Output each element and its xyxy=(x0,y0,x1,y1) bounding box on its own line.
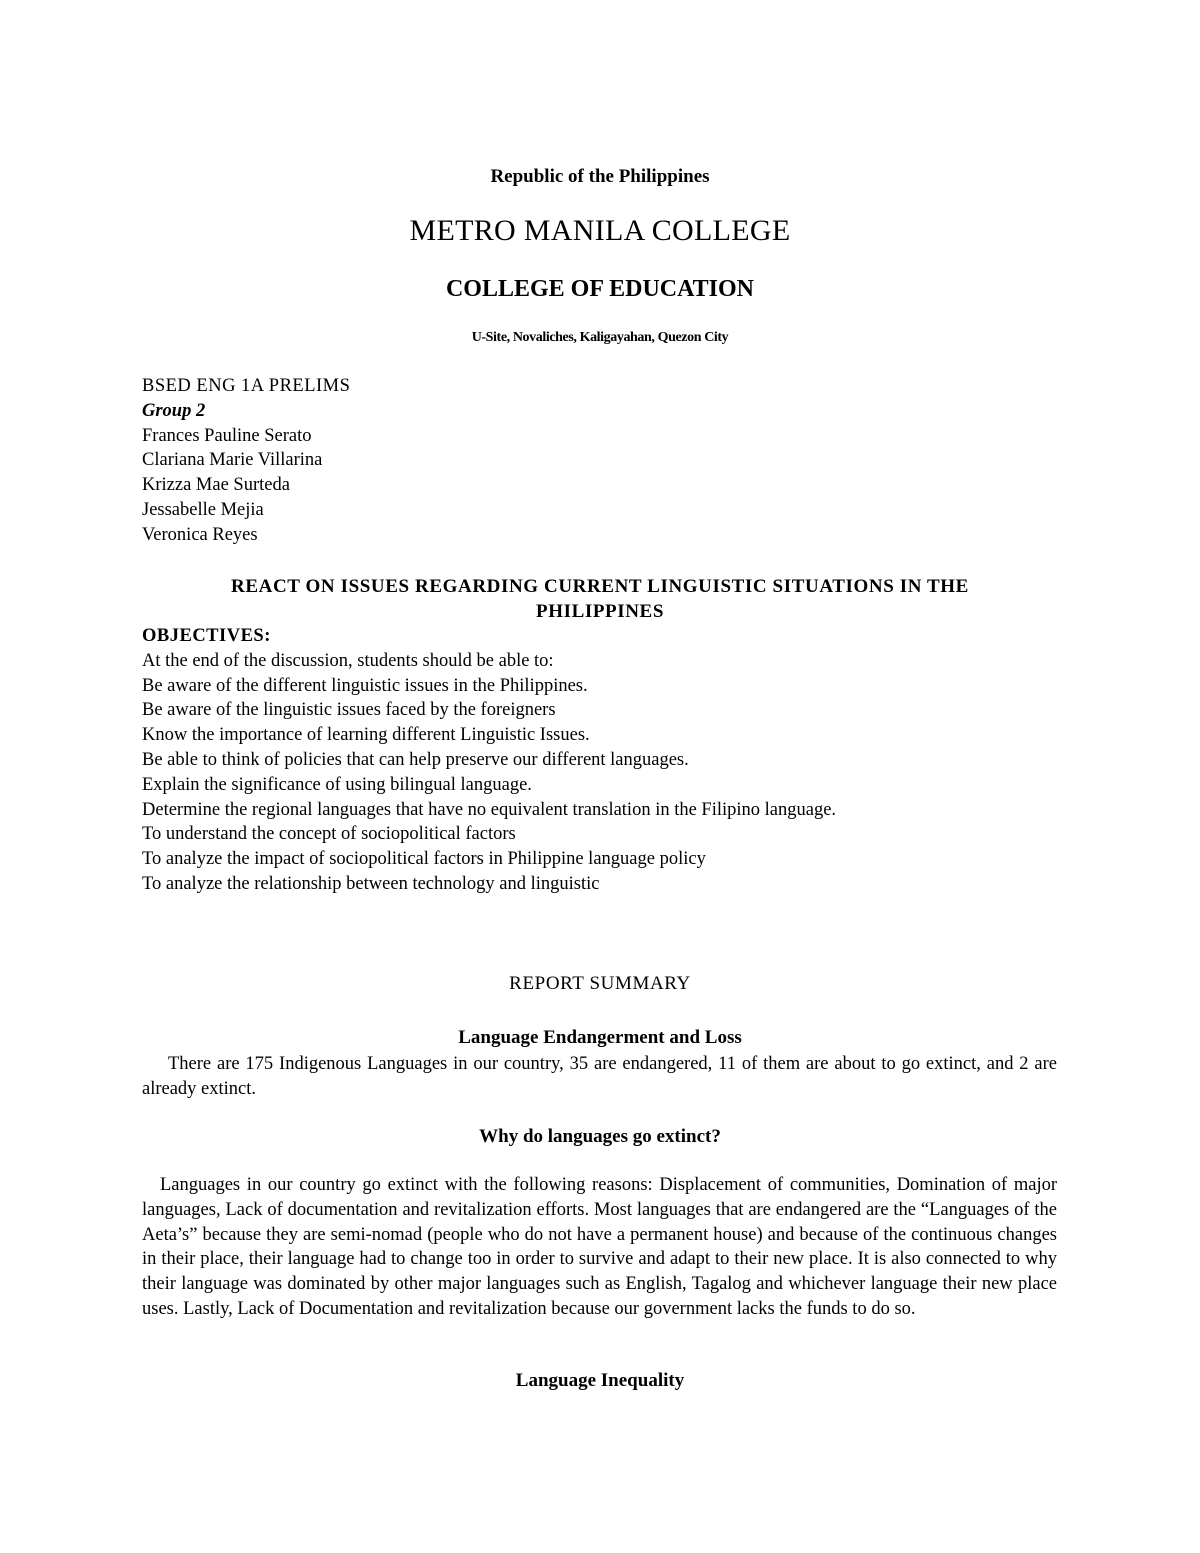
college-name: METRO MANILA COLLEGE xyxy=(409,214,791,247)
section-heading-inequality: Language Inequality xyxy=(515,1370,685,1391)
objective-line: To analyze the impact of sociopolitical factors in Philippine language policy xyxy=(142,849,706,870)
group-info xyxy=(142,374,350,548)
section-paragraph-extinction: Languages in our country go extinct with the following reasons: Displacement of communities, Domination of major languages, Lack of documentation and revitalization efforts. Most languages that are endangered are the “Languages of the Aeta’s” because they are semi-nomad (people who do not have a permanent house) and because of the continuous changes in their place, their language had to change too in order to survive and adapt to their new place. It is also connected to why their language was dominated by other major languages such as English, Tagalog and whichever language their new place uses. Lastly, Lack of Documentation and revitalization because our government lacks the funds to do so. xyxy=(142,1175,1057,1319)
objective-line: To understand the concept of sociopolitical factors xyxy=(142,824,516,845)
topic-title-line: PHILIPPINES xyxy=(535,600,664,622)
group-member: Frances Pauline Serato xyxy=(142,425,312,446)
section-paragraph-endangerment: There are 175 Indigenous Languages in our country, 35 are endangered, 11 of them are about to go extinct, and 2 are already extinct. xyxy=(142,1054,1057,1099)
objective-line: To analyze the relationship between technology and linguistic xyxy=(142,873,600,894)
objectives-heading: OBJECTIVES: xyxy=(142,626,271,646)
objective-line: Determine the regional languages that have no equivalent translation in the Filipino language. xyxy=(142,799,837,820)
objective-line: Know the importance of learning different Linguistic Issues. xyxy=(142,725,590,746)
objective-line: At the end of the discussion, students should be able to: xyxy=(142,650,554,671)
report-summary-heading: REPORT SUMMARY xyxy=(509,973,691,994)
course-title: BSED ENG 1A PRELIMS xyxy=(142,376,351,396)
objective-line: Explain the significance of using bilingual language. xyxy=(142,774,532,795)
objective-line: Be aware of the different linguistic issues in the Philippines. xyxy=(142,675,588,696)
objective-line: Be able to think of policies that can help preserve our different languages. xyxy=(142,749,689,770)
objectives-section xyxy=(142,624,836,897)
college-address: U-Site, Novaliches, Kaligayahan, Quezon City xyxy=(471,330,729,345)
department-name: COLLEGE OF EDUCATION xyxy=(445,276,755,302)
objective-line: Be aware of the linguistic issues faced by the foreigners xyxy=(142,700,556,721)
group-member: Clariana Marie Villarina xyxy=(142,450,323,471)
group-member: Veronica Reyes xyxy=(142,524,258,545)
section-heading-extinction: Why do languages go extinct? xyxy=(479,1126,721,1147)
group-label: Group 2 xyxy=(142,400,206,421)
topic-title xyxy=(0,575,1200,625)
group-member: Krizza Mae Surteda xyxy=(142,475,290,496)
group-member: Jessabelle Mejia xyxy=(142,499,264,520)
republic-heading: Republic of the Philippines xyxy=(490,166,710,187)
section-heading-endangerment: Language Endangerment and Loss xyxy=(458,1027,742,1048)
topic-title-line: REACT ON ISSUES REGARDING CURRENT LINGUISTIC SITUATIONS IN THE xyxy=(231,576,969,597)
